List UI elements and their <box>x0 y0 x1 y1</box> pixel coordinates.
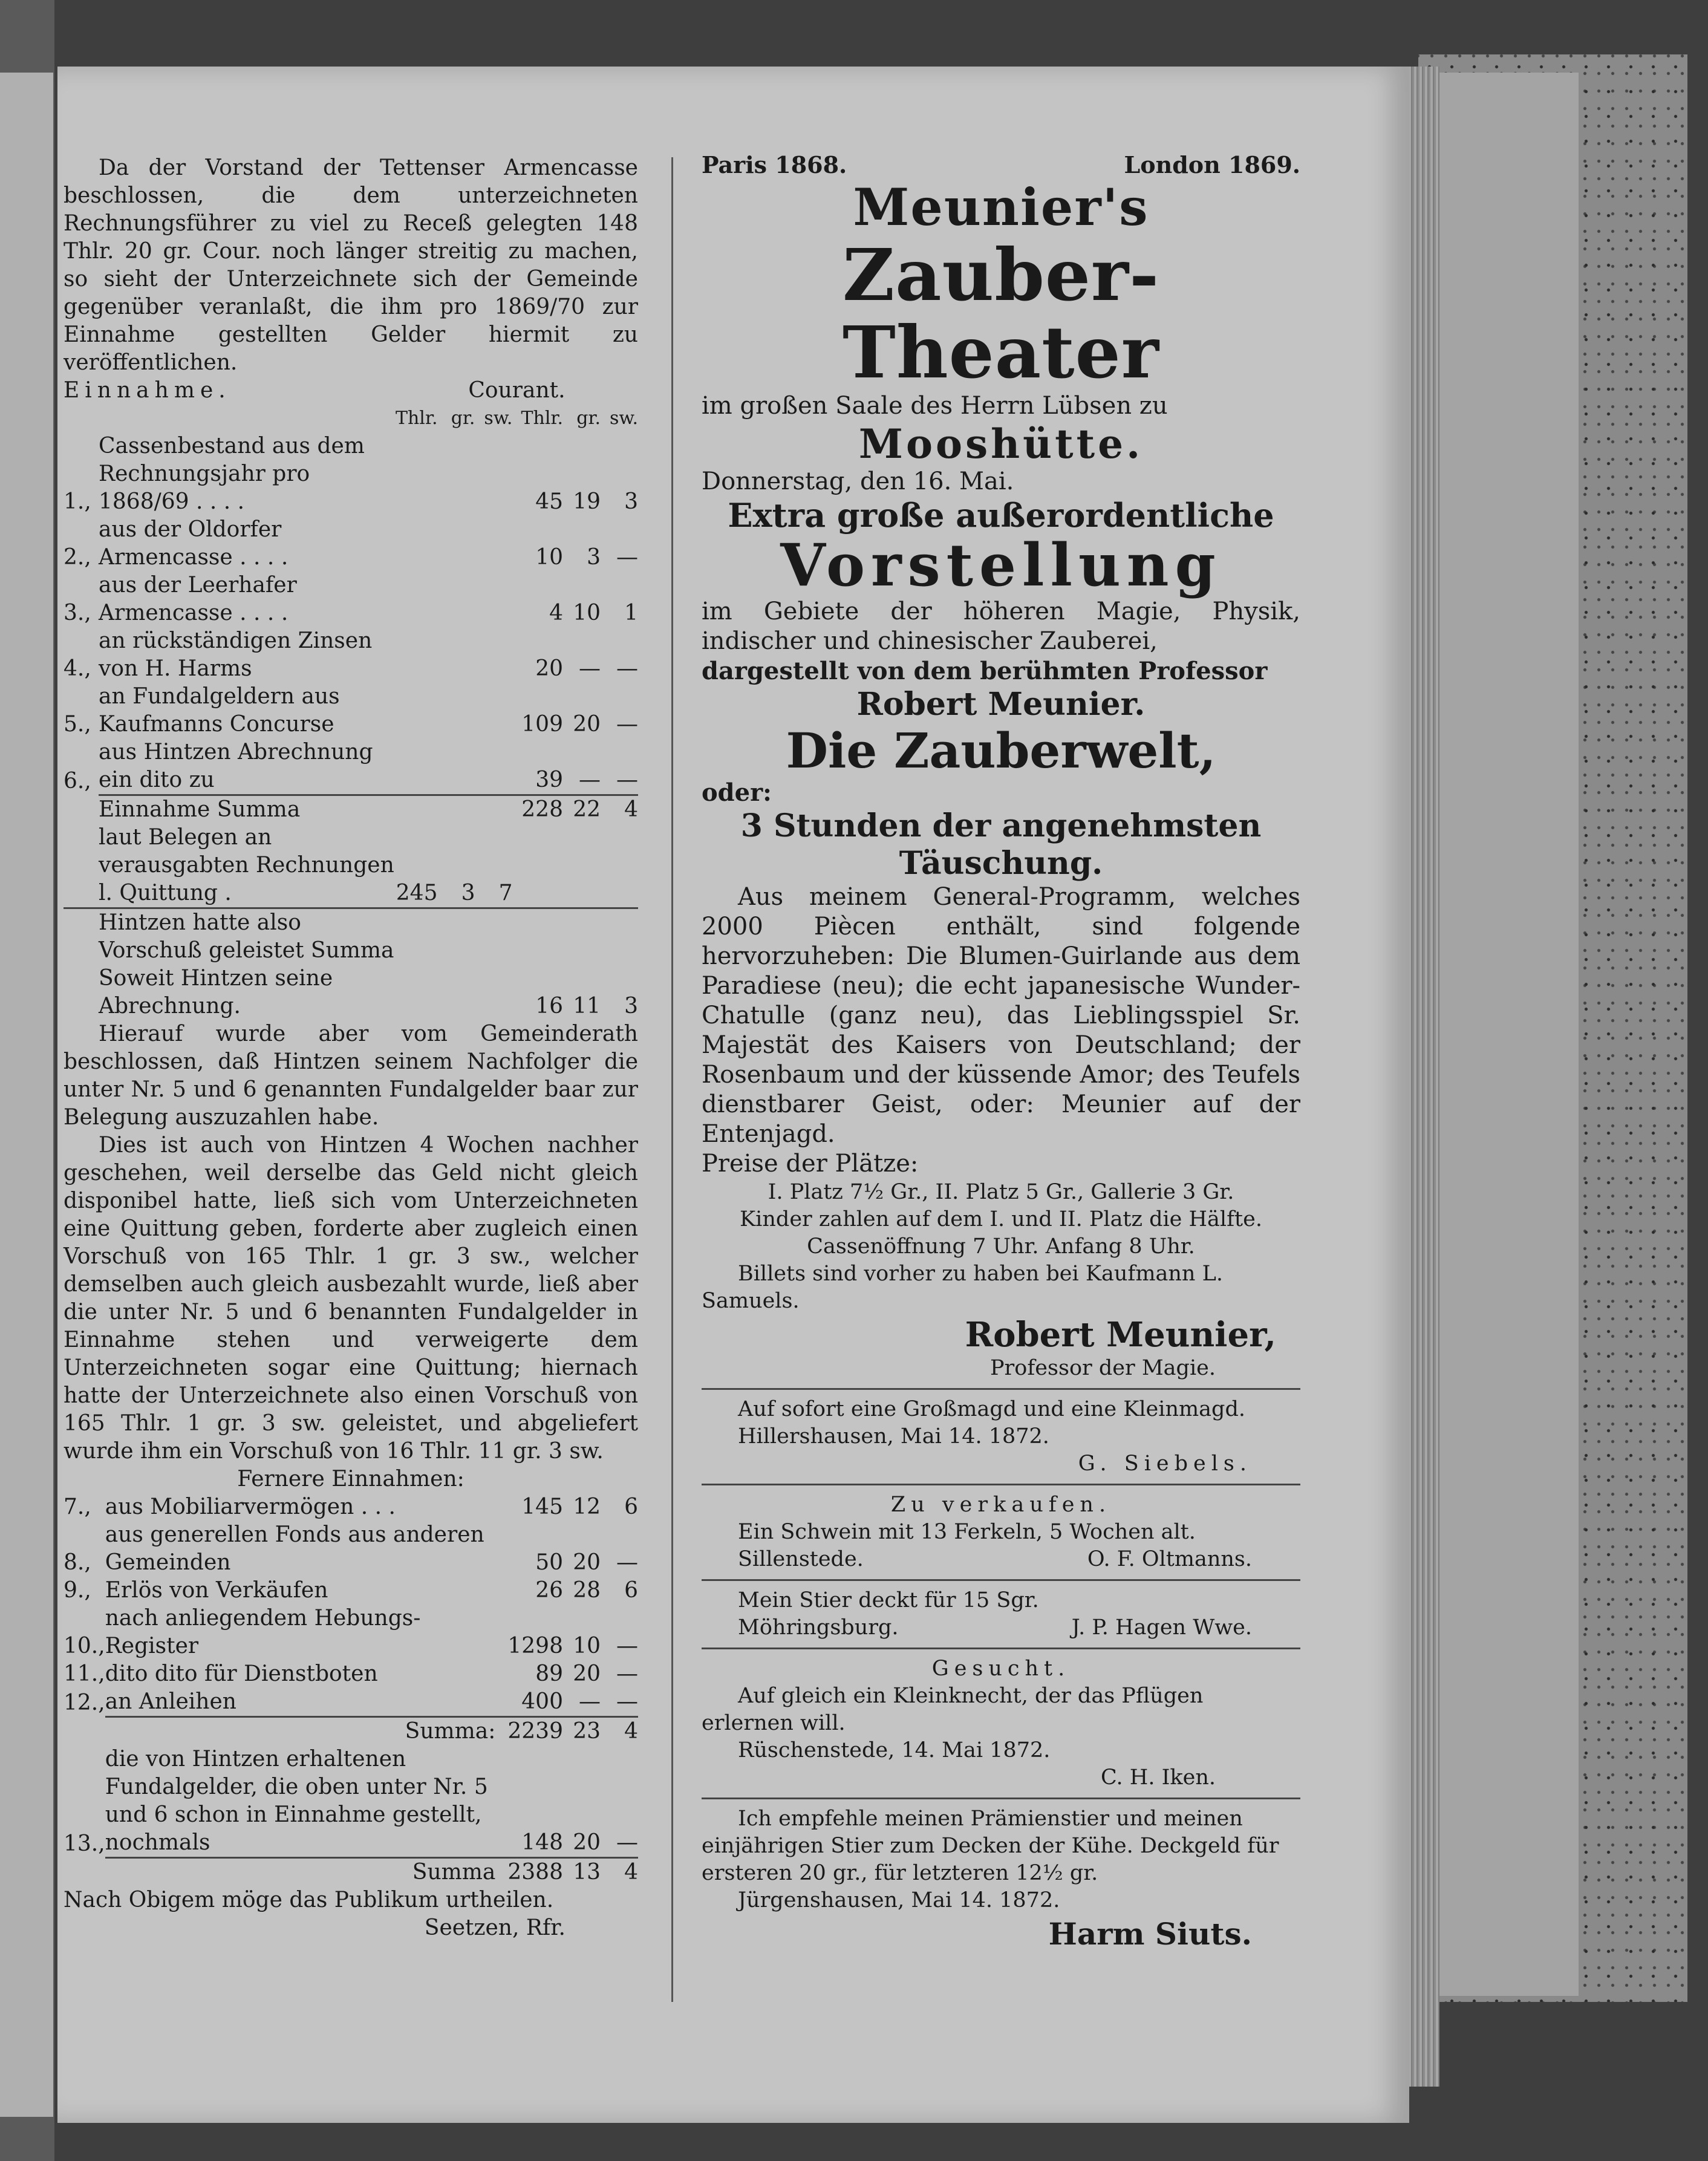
item-text: aus generellen Fonds aus anderen Gemeinden <box>105 1522 484 1575</box>
ad-signature: Robert Meunier, <box>965 1315 1276 1355</box>
ad-signature-title: Professor der Magie. <box>990 1356 1216 1380</box>
sum3-value: 4 <box>601 1858 638 1887</box>
ledger-units-row <box>64 405 638 432</box>
item-value: 1298 <box>507 1634 563 1658</box>
item-value <box>396 432 438 516</box>
paragraph-vorschuss: Dies ist auch von Hintzen 4 Wochen nachher geschehen, weil derselbe das Geld nicht gleich disponibel hatte, ließ sich vom Unterzeichneten eine Quittung geben, forderte aber zugleich einen Vorschuß von 165 Thlr. 1 gr. 3 sw., welcher demselben auch gleich ausbezahlt wurde, ließ aber die unter Nr. 5 und 6 benannten Fundalgelder in Einnahme stehen und verweigerte dem Unterzeichneten sogar eine Quittung; hiernach hatte der Unterzeichnete also einen Vorschuß von 165 Thlr. 1 gr. 3 sw. geleistet, und abgeliefert wurde ihm ein Vorschuß von 16 Thlr. 11 gr. 3 sw. <box>64 1133 638 1464</box>
item-value <box>437 572 475 627</box>
ledger-row <box>64 432 638 516</box>
ledger-row <box>64 1660 638 1688</box>
divider <box>702 1648 1300 1649</box>
ad4-heading: Gesucht. <box>931 1657 1071 1681</box>
sum-label: Einnahme Summa <box>99 795 396 824</box>
sum2-value: 2239 <box>507 1717 563 1746</box>
ledger-sum3-row <box>64 1858 638 1887</box>
ad1-text: Auf sofort eine Großmagd und eine Kleinmagd. <box>738 1397 1245 1421</box>
ad-children: Kinder zahlen auf dem I. und II. Platz die Hälfte. <box>740 1207 1262 1231</box>
hintzen-value: 16 <box>521 908 563 1021</box>
ledger-row <box>64 738 638 795</box>
column-rule <box>671 157 673 2002</box>
ledger-hintzen-row <box>64 908 638 1021</box>
item-value <box>475 432 512 516</box>
divider <box>702 1484 1300 1485</box>
item-number: 4., <box>64 656 91 681</box>
ad-oder: oder: <box>702 778 772 807</box>
ad-title-theater: Zauber-Theater <box>842 233 1160 394</box>
ledger-table <box>64 377 638 1020</box>
item-number: 12., <box>64 1690 105 1715</box>
ad-program: Aus meinem General-Programm, welches 2000 Piècen enthält, sind folgende hervorzuheben: Die Blumen-Guirlande aus dem Paradiese (neu); die echt japanesische Wunder-Chatulle (ganz neu), das Lieblingsspiel Sr. Majestät des Kaisers von Deutschland; der Rosenbaum und der küssende Amor; des Teufels dienstbarer Geist, oder: Meunier auf der Entenjagd. <box>702 883 1300 1148</box>
item-value <box>475 738 512 795</box>
item-number: 2., <box>64 545 91 570</box>
item-value <box>437 432 475 516</box>
ledger-row <box>64 627 638 683</box>
item-value: 12 <box>573 1494 601 1519</box>
item-value: 400 <box>521 1689 563 1714</box>
item-value: — <box>616 712 638 737</box>
sum-value: 22 <box>563 795 601 824</box>
spacer <box>512 738 521 795</box>
item-value: 1 <box>624 601 638 625</box>
item-value: — <box>616 1661 638 1686</box>
ad-professor-name: Robert Meunier. <box>856 686 1146 723</box>
ad-presented-by: dargestellt von dem berühmten Professor <box>702 657 1268 685</box>
item-value: — <box>616 656 638 681</box>
ad4-signature: C. H. Iken. <box>1101 1765 1216 1790</box>
item-value: 4 <box>549 601 563 625</box>
item-value: 6 <box>624 1578 638 1603</box>
item-number: 5., <box>64 712 91 737</box>
sum3-value: 13 <box>563 1858 601 1887</box>
item-text: Erlös von Verkäufen <box>105 1578 328 1603</box>
item-value: 45 <box>535 489 563 514</box>
item-number: 11., <box>64 1661 105 1686</box>
divider <box>702 1579 1300 1581</box>
london-year: London 1869. <box>1124 151 1300 178</box>
ad1-signature: G. Siebels. <box>1078 1452 1252 1476</box>
ad5-signature: Harm Siuts. <box>1048 1916 1252 1952</box>
spacer <box>512 432 521 516</box>
ad-subtitle-2: Täuschung. <box>899 845 1103 882</box>
ad2-footer <box>702 1546 1300 1573</box>
ad2-signature: O. F. Oltmanns. <box>1087 1547 1252 1571</box>
ledger-item13-row <box>64 1745 638 1858</box>
ledger-items <box>64 432 638 795</box>
ledger-row <box>64 572 638 627</box>
item-value <box>475 516 512 572</box>
ad-opening: Cassenöffnung 7 Uhr. Anfang 8 Uhr. <box>807 1234 1195 1259</box>
item-text: aus Hintzen Abrechnung ein dito zu <box>99 740 373 792</box>
item-value: 19 <box>573 489 601 514</box>
ad3-text: Mein Stier deckt für 15 Sgr. <box>738 1588 1039 1612</box>
item-value: — <box>579 656 601 681</box>
hintzen-value: 11 <box>563 908 601 1021</box>
intro-paragraph: Da der Vorstand der Tettenser Armencasse beschlossen, die dem unterzeichneten Rechnungsführer zu viel zu Receß gelegten 148 Thlr. 20 gr. Cour. noch länger streitig zu machen, so sieht der Unterzeichnete sich der Gemeinde gegenüber veranlaßt, die ihm pro 1869/70 zur Einnahme gestellten Gelder hiermit zu veröffentlichen. <box>64 155 638 375</box>
item-number: 3., <box>64 601 91 625</box>
ad5-place: Jürgenshausen, Mai 14. 1872. <box>738 1888 1060 1912</box>
ad-place: Mooshütte. <box>858 420 1144 468</box>
ledger-row <box>64 1493 638 1521</box>
item-value <box>396 572 438 627</box>
hintzen-label: Hintzen hatte also Vorschuß geleistet Summa Soweit Hintzen seine Abrechnung. <box>99 908 396 1021</box>
item-value: 10 <box>573 601 601 625</box>
item-value: 50 <box>535 1550 563 1575</box>
ledger-row <box>64 1605 638 1660</box>
item-value: 20 <box>573 712 601 737</box>
item-value <box>396 516 438 572</box>
ad-title-meunier: Meunier's <box>853 177 1149 237</box>
item-value: 20 <box>573 1550 601 1575</box>
belegen-label: laut Belegen an verausgabten Rechnungen l. Quittung . <box>99 825 394 905</box>
item-value: 20 <box>535 656 563 681</box>
item-value <box>475 627 512 683</box>
left-signature: Seetzen, Rfr. <box>424 1915 566 1940</box>
ad3-signature: J. P. Hagen Wwe. <box>1071 1615 1252 1640</box>
paris-year: Paris 1868. <box>702 151 847 178</box>
belegen-value: 245 <box>396 881 438 905</box>
item-value <box>396 683 438 738</box>
item-value: 145 <box>521 1494 563 1519</box>
ad-tickets: Billets sind vorher zu haben bei Kaufmann L. Samuels. <box>702 1262 1223 1313</box>
item-text: an rückständigen Zinsen von H. Harms <box>99 628 373 681</box>
item-number: 10., <box>64 1634 105 1658</box>
item-value: 89 <box>535 1661 563 1686</box>
sum2-value: 23 <box>563 1717 601 1746</box>
item-value: — <box>616 545 638 570</box>
ledger-heading: Einnahme. <box>64 378 231 403</box>
item-value <box>396 627 438 683</box>
sum-value: 4 <box>601 795 638 824</box>
item-value <box>437 738 475 795</box>
item-value: — <box>616 1689 638 1714</box>
item-value <box>475 683 512 738</box>
item-text: nach anliegendem Hebungs-Register <box>105 1606 421 1658</box>
currency-label: Courant. <box>468 378 566 403</box>
item-value <box>437 683 475 738</box>
ad-prices-heading: Preise der Plätze: <box>702 1150 919 1178</box>
unit-label: sw. <box>609 408 638 429</box>
item-value: 3 <box>624 489 638 514</box>
item-number: 8., <box>64 1550 91 1575</box>
unit-label: Thlr. <box>521 408 563 429</box>
item-value: 6 <box>624 1494 638 1519</box>
ledger-row <box>64 1577 638 1605</box>
ledger-belegen-row <box>64 824 638 908</box>
item-number: 13., <box>64 1831 105 1856</box>
unit-label: sw. <box>484 408 513 429</box>
item-value: 20 <box>573 1661 601 1686</box>
item-value <box>437 516 475 572</box>
ad3-footer <box>702 1614 1300 1641</box>
ad-date: Donnerstag, den 16. Mai. <box>702 468 1014 495</box>
item-value <box>475 572 512 627</box>
item-value <box>396 738 438 795</box>
item-value: 109 <box>521 712 563 737</box>
item-number: 7., <box>64 1494 91 1519</box>
item-value: — <box>616 1634 638 1658</box>
ad5-text: Ich empfehle meinen Prämienstier und meinen einjährigen Stier zum Decken der Kühe. Deckgeld für ersteren 20 gr., für letzteren 12½ gr. <box>702 1807 1279 1885</box>
belegen-value: 7 <box>498 881 513 905</box>
ledger-row <box>64 1521 638 1577</box>
item-text: an Anleihen <box>105 1689 236 1714</box>
item-value: 10 <box>535 545 563 570</box>
ledger-table-2 <box>64 1493 638 1886</box>
item-number: 6., <box>64 768 91 794</box>
item-value: — <box>616 1550 638 1575</box>
hintzen-value: 3 <box>601 908 638 1021</box>
ad-prices: I. Platz 7½ Gr., II. Platz 5 Gr., Gallerie 3 Gr. <box>768 1180 1234 1204</box>
ad-vorstellung: Vorstellung <box>780 531 1222 599</box>
item-value: — <box>579 1689 601 1714</box>
ad-topline <box>702 151 1300 178</box>
ad4-place: Rüschenstede, 14. Mai 1872. <box>738 1738 1051 1762</box>
ad4-text: Auf gleich ein Kleinknecht, der das Pflügen erlernen will. <box>702 1684 1204 1735</box>
ad3-place: Möhringsburg. <box>738 1615 899 1640</box>
sum2-value: 4 <box>601 1717 638 1746</box>
divider <box>702 1388 1300 1390</box>
right-column <box>702 151 1300 1954</box>
ledger-sum2-row <box>64 1717 638 1746</box>
ledger-row <box>64 516 638 572</box>
item-value: 39 <box>535 768 563 792</box>
further-income-heading: Fernere Einnahmen: <box>237 1467 464 1491</box>
spacer <box>512 572 521 627</box>
sum3-label: Summa <box>105 1858 508 1887</box>
closing-line: Nach Obigem möge das Publikum urtheilen. <box>64 1888 554 1912</box>
ad-subtitle-1: 3 Stunden der angenehmsten <box>740 807 1262 844</box>
item-value: 3 <box>587 545 601 570</box>
item-value <box>437 627 475 683</box>
ad1-place: Hillershausen, Mai 14. 1872. <box>738 1424 1049 1449</box>
ledger-row <box>64 1688 638 1717</box>
item-text: dito dito für Dienstboten <box>105 1661 378 1686</box>
ad-show-title: Die Zauberwelt, <box>786 722 1216 779</box>
ad2-text: Ein Schwein mit 13 Ferkeln, 5 Wochen alt. <box>738 1520 1196 1544</box>
item-number: 9., <box>64 1578 91 1603</box>
unit-label: gr. <box>451 408 475 429</box>
item-value: — <box>616 768 638 792</box>
item-text: Cassenbestand aus dem Rechnungsjahr pro 1868/69 . . . . <box>99 434 365 514</box>
ad2-place: Sillenstede. <box>738 1547 864 1571</box>
item-value: 26 <box>535 1578 563 1603</box>
ad-description: im Gebiete der höheren Magie, Physik, indischer und chinesischer Zauberei, <box>702 598 1300 655</box>
ad-extra: Extra große außerordentliche <box>728 496 1274 535</box>
ledger-heading-row <box>64 377 638 405</box>
unit-label: Thlr. <box>395 408 438 429</box>
belegen-value: 3 <box>461 881 475 905</box>
spacer <box>512 516 521 572</box>
item-text: die von Hintzen erhaltenen Fundalgelder, die oben unter Nr. 5 und 6 schon in Einnahme gestellt, nochmals <box>105 1747 488 1855</box>
item-value: 148 <box>521 1830 563 1855</box>
item-text: aus Mobiliarvermögen . . . <box>105 1494 396 1519</box>
sum-value: 228 <box>521 795 563 824</box>
sum2-label: Summa: <box>105 1717 508 1746</box>
ad2-heading: Zu verkaufen. <box>890 1493 1112 1517</box>
item-value: 10 <box>573 1634 601 1658</box>
divider <box>702 1798 1300 1799</box>
paragraph-gemeinderath: Hierauf wurde aber vom Gemeinderath beschlossen, daß Hintzen seinem Nachfolger die unter Nr. 5 und 6 genannten Fundalgelder baar zur Belegung auszuzahlen habe. <box>64 1022 638 1130</box>
item-value: 28 <box>573 1578 601 1603</box>
unit-label: gr. <box>576 408 601 429</box>
item-text: an Fundalgeldern aus Kaufmanns Concurse <box>99 684 340 737</box>
left-page-edge <box>0 73 53 2117</box>
book-cover-inner <box>1427 73 1579 1996</box>
sum3-value: 2388 <box>507 1858 563 1887</box>
item-number: 1., <box>64 489 91 514</box>
ledger-items-2 <box>64 1493 638 1717</box>
item-text: aus der Leerhafer Armencasse . . . . <box>99 573 297 625</box>
ledger-sum-row <box>64 795 638 824</box>
ledger-row <box>64 683 638 738</box>
item-value: 20 <box>573 1830 601 1855</box>
item-text: aus der Oldorfer Armencasse . . . . <box>99 517 288 570</box>
left-column <box>64 154 638 1942</box>
item-value: — <box>579 768 601 792</box>
spacer <box>512 683 521 738</box>
ad-venue: im großen Saale des Herrn Lübsen zu <box>702 392 1168 420</box>
item-value: — <box>616 1830 638 1855</box>
spacer <box>512 627 521 683</box>
